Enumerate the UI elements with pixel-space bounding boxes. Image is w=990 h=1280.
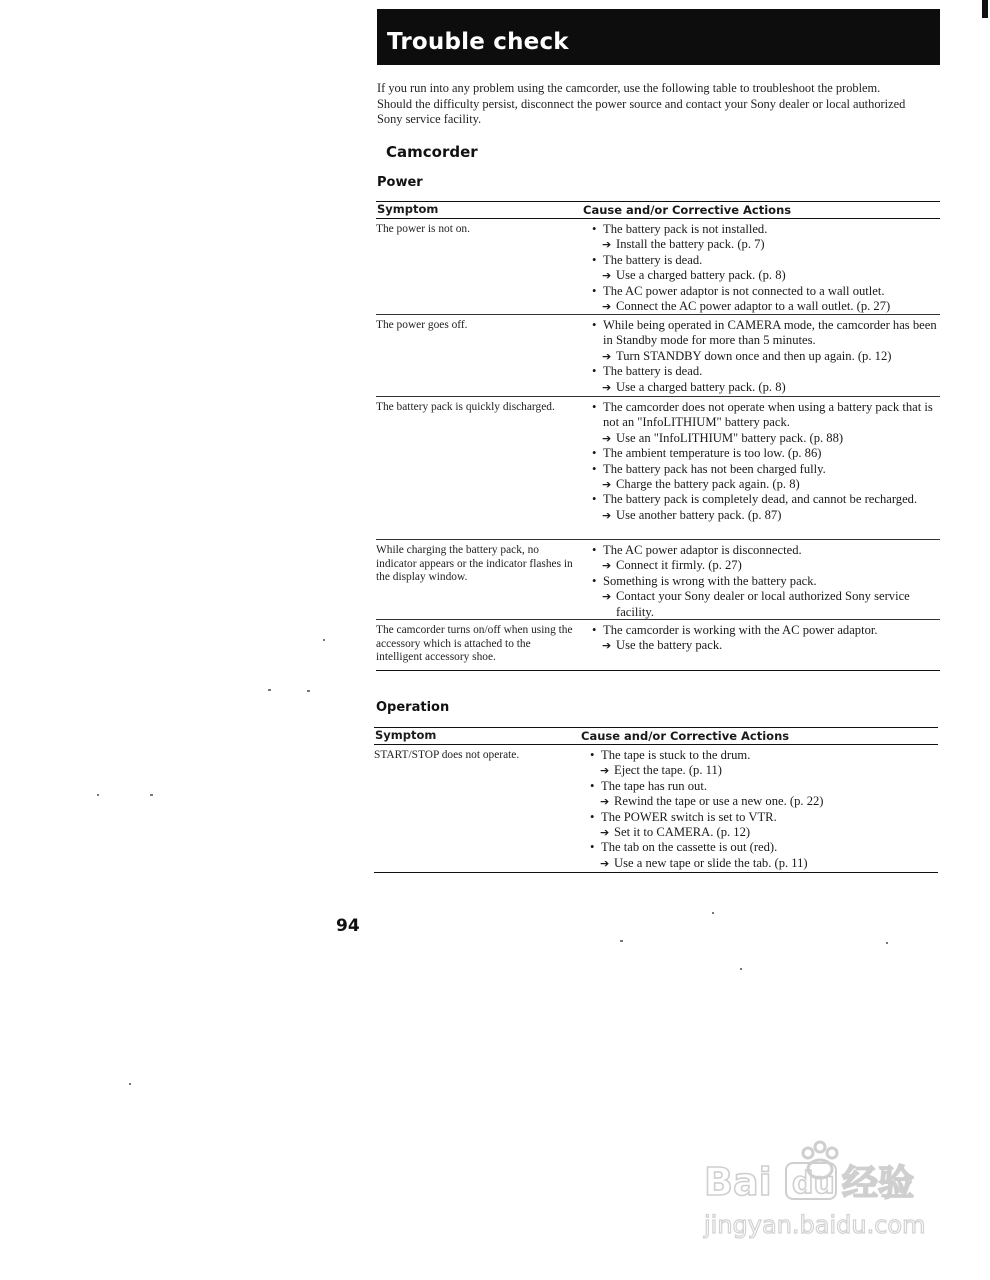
power-troubleshoot-table xyxy=(376,201,940,671)
symptom-cell: The power is not on. xyxy=(376,223,470,235)
scan-speck xyxy=(323,639,325,641)
scan-speck xyxy=(268,689,271,691)
cause-cell xyxy=(592,623,937,654)
section-heading-camcorder: Camcorder xyxy=(386,143,478,161)
action-item: ➔ Use another battery pack. (p. 87) xyxy=(602,507,782,522)
table-row xyxy=(376,397,940,540)
action-item: ➔ Use an "InfoLITHIUM" battery pack. (p. 88) xyxy=(602,430,844,445)
arrow-right-icon: ➔ xyxy=(600,764,610,778)
arrow-right-icon: ➔ xyxy=(602,431,612,445)
operation-troubleshoot-table xyxy=(374,727,938,873)
arrow-right-icon: ➔ xyxy=(602,508,612,522)
cause-cell xyxy=(592,318,937,395)
cause-bullet: • The tab on the cassette is out (red). xyxy=(590,840,935,855)
column-header-symptom: Symptom xyxy=(377,202,439,216)
subheading-power: Power xyxy=(377,175,423,190)
cause-cell xyxy=(592,222,937,314)
action-item: ➔ Use a charged battery pack. (p. 8) xyxy=(602,268,786,283)
action-item: ➔ Install the battery pack. (p. 7) xyxy=(602,237,765,252)
arrow-right-icon: ➔ xyxy=(602,238,612,252)
cause-bullet: • The battery pack is not installed. xyxy=(592,222,937,237)
arrow-right-icon: ➔ xyxy=(602,478,612,492)
scan-speck xyxy=(150,794,153,796)
action-item: ➔ Rewind the tape or use a new one. (p. 22) xyxy=(600,794,824,809)
symptom-cell: The battery pack is quickly discharged. xyxy=(376,401,555,413)
arrow-right-icon: ➔ xyxy=(602,559,612,573)
arrow-right-icon: ➔ xyxy=(600,795,610,809)
action-item: ➔ Use the battery pack. xyxy=(602,638,723,653)
symptom-cell: START/STOP does not operate. xyxy=(374,749,520,761)
scan-speck xyxy=(620,940,623,942)
action-item: ➔ Turn STANDBY down once and then up again. (p. 12) xyxy=(602,348,892,363)
cause-cell xyxy=(590,748,935,871)
table-row xyxy=(376,219,940,315)
cause-bullet: • The battery is dead. xyxy=(592,364,937,379)
intro-paragraph: If you run into any problem using the camcorder, use the following table to troubleshoot the problem. Should the difficulty persist, disconnect the power source and contact your Sony dealer or local authorized Sony service facility. xyxy=(377,81,906,126)
scan-speck xyxy=(712,912,714,914)
arrow-right-icon: ➔ xyxy=(602,639,612,653)
cause-bullet: • The tape is stuck to the drum. xyxy=(590,748,935,763)
cause-bullet: • The battery is dead. xyxy=(592,253,937,268)
action-item: ➔ Charge the battery pack again. (p. 8) xyxy=(602,477,800,492)
arrow-right-icon: ➔ xyxy=(600,856,610,870)
cause-bullet: • The battery pack has not been charged fully. xyxy=(592,462,937,477)
scan-speck xyxy=(740,968,742,970)
table-row xyxy=(374,745,938,873)
action-item: ➔ Eject the tape. (p. 11) xyxy=(600,763,722,778)
action-item: ➔ Use a new tape or slide the tab. (p. 11) xyxy=(600,855,808,870)
cause-bullet: • While being operated in CAMERA mode, the camcorder has been in Standby mode for more than 5 minutes. xyxy=(592,318,937,349)
cause-bullet: • The POWER switch is set to VTR. xyxy=(590,810,935,825)
table-header xyxy=(374,727,938,745)
arrow-right-icon: ➔ xyxy=(602,380,612,394)
cause-cell xyxy=(592,400,937,523)
symptom-cell: The power goes off. xyxy=(376,319,468,331)
svg-text:du: du xyxy=(792,1166,835,1201)
svg-text:经验: 经验 xyxy=(842,1163,915,1204)
arrow-right-icon: ➔ xyxy=(602,300,612,314)
cause-bullet: • The AC power adaptor is disconnected. xyxy=(592,543,937,558)
cause-bullet: • The AC power adaptor is not connected to a wall outlet. xyxy=(592,284,937,299)
action-item: ➔ Connect the AC power adaptor to a wall outlet. (p. 27) xyxy=(602,299,891,314)
scan-speck xyxy=(129,1083,131,1085)
arrow-right-icon: ➔ xyxy=(602,269,612,283)
page-title: Trouble check xyxy=(377,9,940,65)
action-item: ➔ Use a charged battery pack. (p. 8) xyxy=(602,379,786,394)
page-number: 94 xyxy=(336,916,360,936)
cause-bullet: • The camcorder is working with the AC power adaptor. xyxy=(592,623,937,638)
symptom-cell: The camcorder turns on/off when using the accessory which is attached to the intelligent accessory shoe. xyxy=(376,624,573,664)
arrow-right-icon: ➔ xyxy=(600,826,610,840)
cause-bullet: • The camcorder does not operate when using a battery pack that is not an "InfoLITHIUM" battery pack. xyxy=(592,400,937,431)
cause-cell xyxy=(592,543,937,620)
action-item: ➔ Connect it firmly. (p. 27) xyxy=(602,558,742,573)
arrow-right-icon: ➔ xyxy=(602,349,612,363)
scan-speck xyxy=(307,690,310,692)
subheading-operation: Operation xyxy=(376,700,450,715)
column-header-cause: Cause and/or Corrective Actions xyxy=(583,203,792,217)
symptom-cell: While charging the battery pack, no indicator appears or the indicator flashes in the display window. xyxy=(376,544,573,584)
column-header-cause: Cause and/or Corrective Actions xyxy=(581,729,790,743)
cause-bullet: • The tape has run out. xyxy=(590,779,935,794)
table-header xyxy=(376,201,940,219)
arrow-right-icon: ➔ xyxy=(602,590,612,604)
action-item: ➔ Set it to CAMERA. (p. 12) xyxy=(600,825,751,840)
table-row xyxy=(376,540,940,620)
scan-speck xyxy=(97,794,99,796)
table-row xyxy=(376,620,940,671)
cause-bullet: • The ambient temperature is too low. (p. 86) xyxy=(592,446,937,461)
baidu-jingyan-watermark xyxy=(700,1125,940,1245)
cause-bullet: • Something is wrong with the battery pack. xyxy=(592,574,937,589)
table-row xyxy=(376,315,940,397)
corner-crop-mark xyxy=(982,0,988,18)
column-header-symptom: Symptom xyxy=(375,728,437,742)
svg-text:jingyan.baidu.com: jingyan.baidu.com xyxy=(704,1211,926,1239)
cause-bullet: • The battery pack is completely dead, and cannot be recharged. xyxy=(592,492,937,507)
svg-text:Bai: Bai xyxy=(704,1160,772,1204)
scan-speck xyxy=(886,942,888,944)
action-item: ➔ Contact your Sony dealer or local authorized Sony service facility. xyxy=(602,589,910,619)
